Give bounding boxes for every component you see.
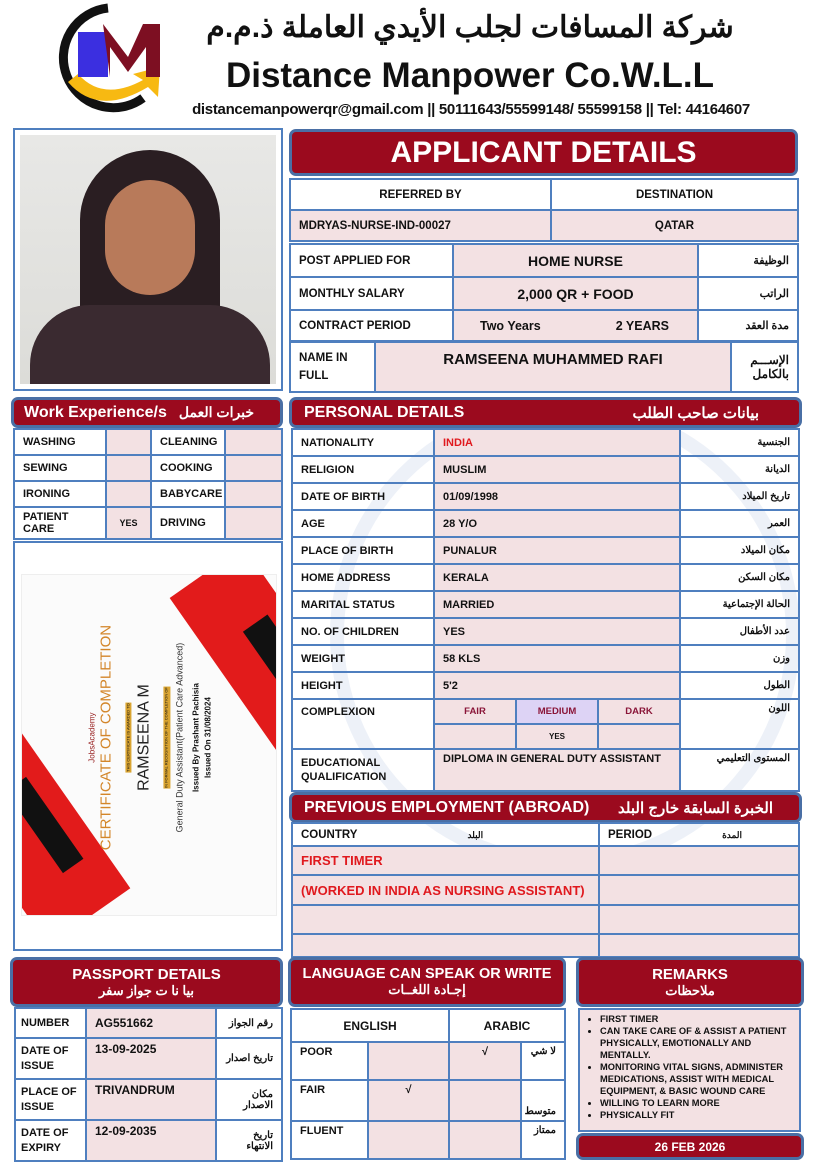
table-row <box>292 483 799 510</box>
field-value: PUNALUR <box>434 537 680 564</box>
employment-period <box>599 905 799 934</box>
company-contact: distancemanpowerqr@gmail.com || 50111643/55599148/ 55599158 || Tel: 44164607 <box>192 101 750 118</box>
language-table <box>290 1008 566 1160</box>
work-experience-title-ar: خبرات العمل <box>178 404 255 420</box>
education-label-ar: المستوى التعليمي <box>680 749 799 791</box>
contract-years: 2 YEARS <box>615 318 669 333</box>
employment-period <box>599 846 799 875</box>
remark-item: • MONITORING VITAL SIGNS, ADMINISTER MEDICATIONS, ASSIST WITH MEDICAL EQUIPMENT, & BASIC WOUND CARE <box>600 1061 796 1097</box>
passport-field-value: 12-09-2035 <box>86 1120 216 1161</box>
certificate-image <box>21 574 277 916</box>
field-label-ar: الجنسية <box>680 429 799 456</box>
skill-label: WASHING <box>14 429 106 455</box>
previous-employment-title: PREVIOUS EMPLOYMENT (ABROAD) <box>304 798 590 816</box>
field-label-ar: مكان السكن <box>680 564 799 591</box>
skill-value <box>106 455 151 481</box>
field-label-ar: مكان الميلاد <box>680 537 799 564</box>
table-row <box>291 1121 565 1159</box>
employment-row: (WORKED IN INDIA AS NURSING ASSISTANT) <box>292 875 599 905</box>
proficiency-label-ar: متوسط <box>521 1080 565 1121</box>
table-row <box>14 429 282 455</box>
field-label-ar: تاريخ الميلاد <box>680 483 799 510</box>
employment-row <box>292 905 599 934</box>
name-label: NAME IN FULL <box>290 342 375 392</box>
field-label-ar: عدد الأطفال <box>680 618 799 645</box>
remarks-date-bar <box>576 1133 804 1160</box>
field-value: MARRIED <box>434 591 680 618</box>
field-value: KERALA <box>434 564 680 591</box>
name-label-ar: الإســـم بالكامل <box>731 342 798 392</box>
complexion-label: COMPLEXION <box>292 699 434 749</box>
passport-field-value: AG551662 <box>86 1008 216 1038</box>
applicant-photo-frame <box>13 128 283 391</box>
table-row <box>292 564 799 591</box>
field-value: 01/09/1998 <box>434 483 680 510</box>
country-label-ar: البلد <box>467 829 484 840</box>
skill-label: DRIVING <box>151 507 225 539</box>
certificate-awarded: THIS CERTIFICATE IS AWARDED TO <box>125 703 131 772</box>
table-row <box>14 455 282 481</box>
work-experience-table <box>13 428 283 540</box>
proficiency-label: FLUENT <box>291 1121 368 1159</box>
skill-label: BABYCARE <box>151 481 225 507</box>
table-row <box>14 481 282 507</box>
english-level-mark <box>368 1042 449 1080</box>
english-level-mark: √ <box>368 1080 449 1121</box>
company-name: Distance Manpower Co.W.L.L <box>225 56 715 95</box>
remarks-header <box>576 957 804 1007</box>
passport-header <box>10 957 283 1007</box>
personal-details-header <box>289 397 802 428</box>
skill-value <box>225 455 282 481</box>
table-row <box>292 618 799 645</box>
work-experience-title: Work Experience/s <box>24 403 167 421</box>
skill-label: SEWING <box>14 455 106 481</box>
skill-label: CLEANING <box>151 429 225 455</box>
complexion-row <box>292 699 799 724</box>
remarks-title-ar: ملاحظات <box>665 982 715 998</box>
passport-table <box>14 1007 283 1162</box>
language-title-ar: إجـادة اللغــات <box>388 982 466 997</box>
proficiency-label-ar: ممتاز <box>521 1121 565 1159</box>
arabic-column-header: ARABIC <box>449 1009 565 1042</box>
work-experience-header <box>11 397 283 428</box>
table-row <box>292 456 799 483</box>
employment-row <box>292 934 599 957</box>
proficiency-label: POOR <box>291 1042 368 1080</box>
field-label-ar: الطول <box>680 672 799 699</box>
post-label-ar: الوظيفة <box>698 244 798 277</box>
certificate-issued-by: Issued By Prashant Pachisia <box>191 683 201 793</box>
passport-field-value: TRIVANDRUM <box>86 1079 216 1120</box>
field-label-ar: الديانة <box>680 456 799 483</box>
remarks-date: 26 FEB 2026 <box>654 1139 726 1154</box>
table-row <box>291 1042 565 1080</box>
employment-period <box>599 875 799 905</box>
field-label: AGE <box>292 510 434 537</box>
field-label: DATE OF BIRTH <box>292 483 434 510</box>
field-value: MUSLIM <box>434 456 680 483</box>
table-row <box>292 672 799 699</box>
education-label: EDUCATIONAL QUALIFICATION <box>292 749 434 791</box>
passport-field-label: PLACE OF ISSUE <box>15 1079 86 1120</box>
table-row <box>292 510 799 537</box>
complexion-dark: DARK <box>598 699 680 724</box>
employment-period <box>599 934 799 957</box>
arabic-level-mark <box>449 1080 521 1121</box>
certificate-frame <box>13 541 283 951</box>
name-table <box>289 341 799 393</box>
table-row <box>292 429 799 456</box>
referred-by-value: MDRYAS-NURSE-IND-00027 <box>290 210 551 241</box>
remark-item: • FIRST TIMER <box>600 1013 796 1025</box>
field-label: NATIONALITY <box>292 429 434 456</box>
salary-label: MONTHLY SALARY <box>290 277 453 310</box>
field-value: 28 Y/O <box>434 510 680 537</box>
salary-label-ar: الراتب <box>698 277 798 310</box>
passport-field-label: DATE OF ISSUE <box>15 1038 86 1079</box>
table-row <box>14 507 282 539</box>
skill-value: YES <box>106 507 151 539</box>
field-label: RELIGION <box>292 456 434 483</box>
language-header <box>288 957 566 1007</box>
contract-label: CONTRACT PERIOD <box>290 310 453 341</box>
post-value: HOME NURSE <box>453 244 698 277</box>
remarks-box <box>578 1008 801 1132</box>
passport-field-label-ar: تاريخ الانتهاء <box>216 1120 282 1161</box>
passport-field-label-ar: رقم الجواز <box>216 1008 282 1038</box>
applicant-details-title: APPLICANT DETAILS <box>390 135 697 169</box>
field-value: 5'2 <box>434 672 680 699</box>
skill-value <box>225 507 282 539</box>
company-arabic-name: شركة المسافات لجلب الأيدي العاملة ذ.م.م <box>206 11 734 44</box>
table-row <box>292 537 799 564</box>
passport-title: PASSPORT DETAILS <box>72 965 221 983</box>
company-logo <box>48 2 163 114</box>
certificate-title: CERTIFICATE OF COMPLETION <box>97 624 115 851</box>
post-label: POST APPLIED FOR <box>290 244 453 277</box>
country-label: COUNTRY <box>301 828 358 841</box>
field-label: HOME ADDRESS <box>292 564 434 591</box>
language-title: LANGUAGE CAN SPEAK OR WRITE <box>302 966 552 982</box>
table-row <box>292 645 799 672</box>
certificate-issuer: JobsAcademy <box>87 712 97 763</box>
personal-details-table <box>291 428 800 792</box>
table-row <box>15 1038 282 1079</box>
referred-by-label: REFERRED BY <box>290 179 551 210</box>
skill-value <box>225 429 282 455</box>
skill-label: COOKING <box>151 455 225 481</box>
passport-title-ar: بيا نا ت جواز سفر <box>98 982 195 998</box>
complexion-medium: MEDIUM <box>516 699 598 724</box>
previous-employment-title-ar: الخبرة السابقة خارج البلد <box>618 799 773 817</box>
field-label: PLACE OF BIRTH <box>292 537 434 564</box>
arabic-level-mark: √ <box>449 1042 521 1080</box>
remark-item: • WILLING TO LEARN MORE <box>600 1097 796 1109</box>
skill-value <box>106 429 151 455</box>
field-label-ar: وزن <box>680 645 799 672</box>
salary-value: 2,000 QR + FOOD <box>453 277 698 310</box>
table-row <box>15 1008 282 1038</box>
complexion-label-ar: اللون <box>680 699 799 749</box>
field-value: INDIA <box>434 429 680 456</box>
field-label-ar: الحالة الإجتماعية <box>680 591 799 618</box>
passport-field-label: NUMBER <box>15 1008 86 1038</box>
education-value: DIPLOMA IN GENERAL DUTY ASSISTANT <box>434 749 680 791</box>
arabic-level-mark <box>449 1121 521 1159</box>
personal-details-title: PERSONAL DETAILS <box>304 403 465 421</box>
field-label: MARITAL STATUS <box>292 591 434 618</box>
table-row <box>15 1079 282 1120</box>
previous-employment-table <box>291 822 800 958</box>
remark-item: • PHYSICALLY FIT <box>600 1109 796 1121</box>
full-name: RAMSEENA MUHAMMED RAFI <box>375 342 731 392</box>
complexion-dark-value <box>598 724 680 749</box>
education-row <box>292 749 799 791</box>
passport-field-label-ar: تاريخ اصدار <box>216 1038 282 1079</box>
field-label: HEIGHT <box>292 672 434 699</box>
contract-label-ar: مدة العقد <box>698 310 798 341</box>
skill-label: IRONING <box>14 481 106 507</box>
complexion-medium-value: YES <box>516 724 598 749</box>
destination-label: DESTINATION <box>551 179 798 210</box>
passport-field-value: 13-09-2025 <box>86 1038 216 1079</box>
proficiency-label-ar: لا شي <box>521 1042 565 1080</box>
passport-field-label-ar: مكان الاصدار <box>216 1079 282 1120</box>
applicant-details-header <box>289 129 798 176</box>
destination-value: QATAR <box>551 210 798 241</box>
employment-row: FIRST TIMER <box>292 846 599 875</box>
certificate-name: RAMSEENA M <box>135 684 153 791</box>
remarks-title: REMARKS <box>652 965 728 983</box>
english-column-header: ENGLISH <box>291 1009 449 1042</box>
skill-value <box>225 481 282 507</box>
referral-table <box>289 178 799 242</box>
applicant-photo <box>20 135 276 384</box>
personal-details-title-ar: بيانات صاحب الطلب <box>632 404 759 422</box>
proficiency-label: FAIR <box>291 1080 368 1121</box>
certificate-issued-on: Issued On 31/08/2024 <box>202 697 212 779</box>
passport-field-label: DATE OF EXPIRY <box>15 1120 86 1161</box>
complexion-fair-value <box>434 724 516 749</box>
skill-value <box>106 481 151 507</box>
remark-item: • CAN TAKE CARE OF & ASSIST A PATIENT PHYSICALLY, EMOTIONALLY AND MENTALLY. <box>600 1025 796 1061</box>
table-row <box>291 1080 565 1121</box>
skill-label: PATIENT CARE <box>14 507 106 539</box>
contract-value: Two Years <box>480 318 541 333</box>
field-label-ar: العمر <box>680 510 799 537</box>
table-row <box>292 591 799 618</box>
certificate-course: General Duty Assistant(Patient Care Advanced) <box>174 642 185 833</box>
english-level-mark <box>368 1121 449 1159</box>
certificate-recognition: IN FORMAL RECOGNITION OF THE COMPLETION OF <box>163 687 169 789</box>
job-table <box>289 243 799 342</box>
period-label: PERIOD <box>608 828 653 841</box>
field-value: YES <box>434 618 680 645</box>
field-label: WEIGHT <box>292 645 434 672</box>
field-value: 58 KLS <box>434 645 680 672</box>
complexion-fair: FAIR <box>434 699 516 724</box>
remarks-list <box>600 1013 796 1121</box>
field-label: NO. OF CHILDREN <box>292 618 434 645</box>
table-row <box>15 1120 282 1161</box>
period-label-ar: المدة <box>722 829 742 840</box>
previous-employment-header <box>289 792 802 823</box>
